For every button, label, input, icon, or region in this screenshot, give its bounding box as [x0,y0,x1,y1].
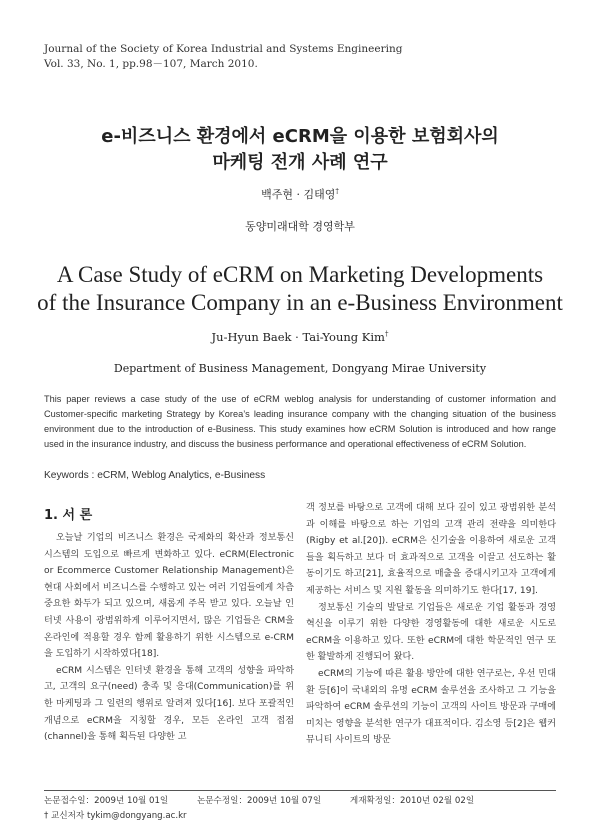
keywords-label: Keywords : [44,470,95,481]
english-authors [0,330,600,344]
korean-affiliation: 동양미래대학 경영학부 [245,220,355,233]
dates-line [44,794,500,806]
paragraph: eCRM의 기능에 따른 활용 방안에 대한 연구로는, 우선 민대환 등[6]이 국내외의 유명 eCRM 솔루션을 조사하고 그 기능을 파악하여 eCRM 솔루션의 기능이 고객의 사이트 방문과 구매에 미치는 영향을 분석한 연구가 대표적이다. 김소영 등[2]은 웹커뮤니티 사이트의 방문 [306,668,556,746]
korean-authors-names: 백주현 · 김태영 [261,188,336,201]
corresponding-author: † 교신저자 tykim@dongyang.ac.kr [44,811,187,821]
english-title-line-2: of the Insurance Company in an e-Business Environment [37,290,563,315]
english-authors-names: Ju-Hyun Baek · Tai-Young Kim [211,330,385,344]
paragraph: 오늘날 기업의 비즈니스 환경은 국제화의 확산과 정보통신 시스템의 도입으로 빠르게 변화하고 있다. eCRM(Electronic or Ecommerce Customer Relationship Management)은 현대 사회에서 비즈니스를 수행하고 있는 여러 기업들에게 차츰 중요한 화두가 되고 있으며, 새롭게 주목 받고 있다. 오늘날 인터넷 사용이 광범위하게 이루어지면서, 많은 기업들은 CRM을 온라인에 적용할 경우 함께 활용하기 위한 시스템으로 e-CRM을 도입하기 시작하였다[18]. [44,533,294,660]
keywords [44,470,265,481]
section-1-title: 1. 서 론 [44,508,93,523]
paragraph: 정보통신 기술의 발달로 기업들은 새로운 기업 활동과 경영혁신을 이루기 위한 다양한 경영활동에 대한 새로운 시도로 eCRM을 이용하고 있다. 또한 eCRM에 대한 학문적인 연구 또한 활발하게 진행되어 왔다. [306,602,556,663]
english-affiliation: Department of Business Management, Dongyang Mirae University [113,362,487,375]
right-column [306,500,556,749]
english-title-line-1: A Case Study of eCRM on Marketing Developments [56,262,544,287]
paragraph: 객 정보를 바탕으로 고객에 대해 보다 깊이 있고 광범위한 분석과 이해를 바탕으로 하는 기업의 고객 관리 전략을 의미한다(Rigby et al.[20]). eCRM은 신기술을 이용하여 새로운 고객들을 획득하고 보다 더 효과적으로 고객을 이끌고 선도하는 활동이기도 하고[21], 효율적으로 매출을 증대시키고자 고객에게 제공하는 서비스 및 지원 활동을 의미하기도 한다[17, 19]. [306,503,556,596]
corresponding-mark: † [335,187,339,196]
korean-authors [0,186,600,202]
korean-title-line-1: e-비즈니스 환경에서 eCRM을 이용한 보험회사의 [101,126,499,147]
footnote-divider [44,790,556,791]
journal-volume: Vol. 33, No. 1, pp.98－107, March 2010. [44,58,258,70]
korean-title-line-2: 마케팅 전개 사례 연구 [212,152,388,173]
received-date: 논문접수일：2009년 10월 01일 [44,796,169,806]
corresponding-mark-en: † [384,330,389,339]
accepted-date: 게재확정일：2010년 02월 02일 [349,796,475,806]
left-column [44,530,294,746]
keywords-value: eCRM, Weblog Analytics, e-Business [97,470,266,481]
revised-date: 논문수정일：2009년 10월 07일 [196,796,322,806]
journal-header [44,42,402,72]
paragraph: eCRM 시스템은 인터넷 환경을 통해 고객의 성향을 파악하고, 고객의 요구(need) 충족 및 응대(Communication)를 위한 마케팅과 그 일련의 행위로 알려져 있다[16]. 보다 포괄적인 개념으로 eCRM을 지칭할 경우, 모든 온라인 고객 접점(channel)을 통해 획득된 다양한 고 [44,665,294,743]
journal-name: Journal of the Society of Korea Industrial and Systems Engineering [44,43,403,55]
abstract: This paper reviews a case study of the use of eCRM weblog analysis for understanding of customer information and Customer-specific marketing Strategy by Korea’s leading insurance company with the changing situation of the business environment due to the introduction of e-Business. This study examines how eCRM Solution is introduced and how range used in the insurance industry, and discuss the business performance and operational effectiveness of eCRM Solution. [44,394,556,449]
